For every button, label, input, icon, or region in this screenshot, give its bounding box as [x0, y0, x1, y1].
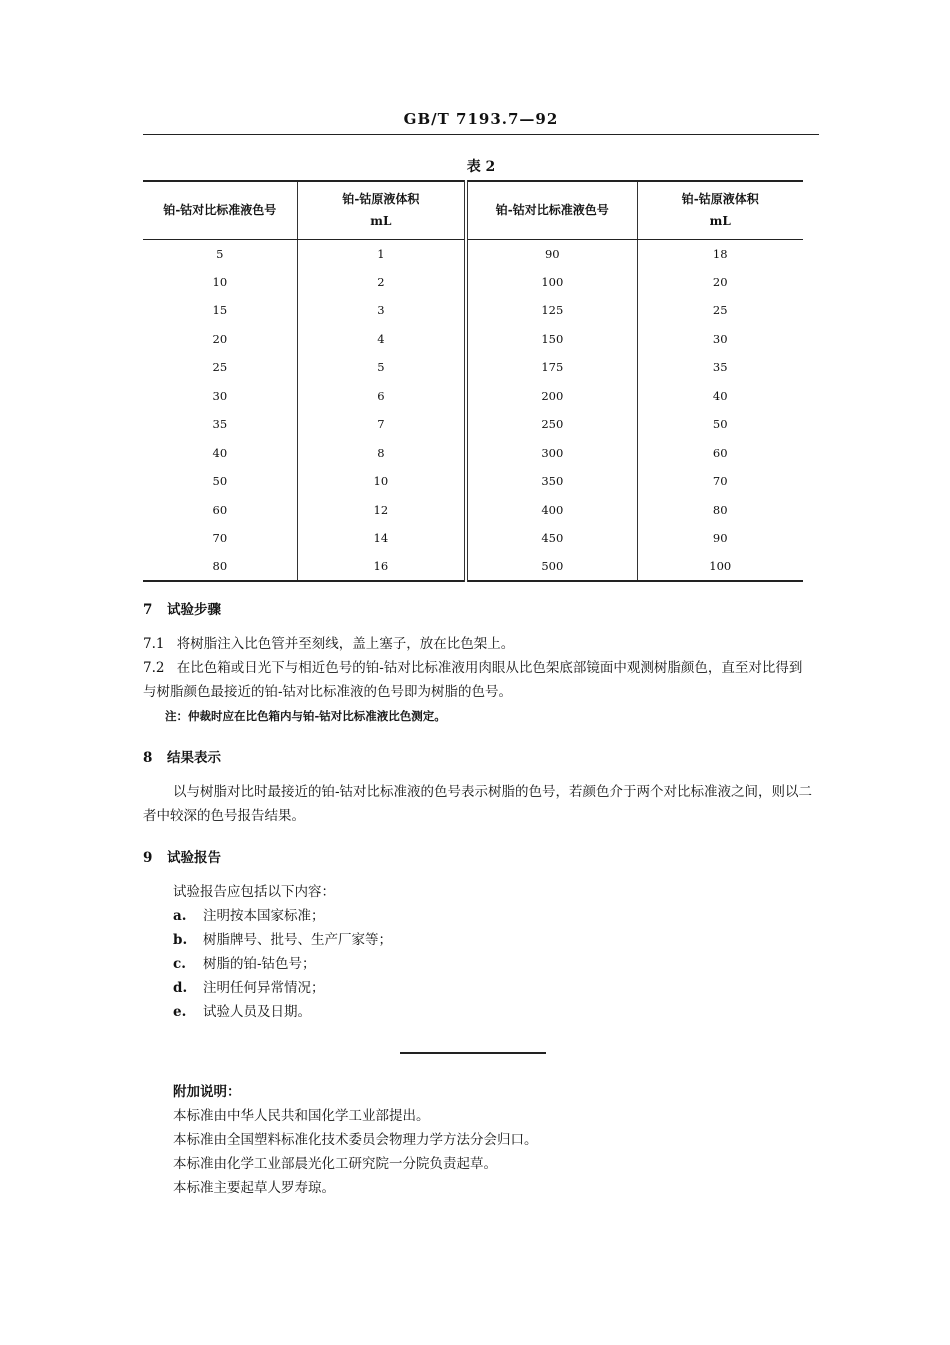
section-9-intro: 试验报告应包括以下内容： [173, 884, 335, 900]
list-item: b. 树脂牌号、批号、生产厂家等； [173, 932, 392, 948]
end-rule [400, 1052, 546, 1054]
appendix-line: 本标准由全国塑料标准化技术委员会物理力学方法分会归口。 [173, 1132, 538, 1148]
header-rule [143, 134, 819, 135]
section-9 [143, 846, 813, 1024]
section-8 [143, 746, 813, 828]
table-row: 5 1 90 18 [143, 239, 803, 268]
color-standard-table [143, 180, 803, 582]
section-7 [143, 598, 813, 728]
table-title: 表 2 [466, 159, 496, 175]
col-header-color-number-2: 铂-钴对比标准液色号 [466, 181, 637, 239]
list-item: e. 试验人员及日期。 [173, 1004, 311, 1020]
list-item: a. 注明按本国家标准； [173, 908, 325, 924]
list-item: d. 注明任何异常情况； [173, 980, 325, 996]
table-row: 25 5 175 35 [143, 353, 803, 382]
appendix-title: 附加说明： [173, 1084, 241, 1100]
standard-code-header: GB/T 7193.7—92 [403, 110, 559, 128]
table-row: 40 8 300 60 [143, 439, 803, 468]
list-item: c. 树脂的铂-钴色号； [173, 956, 316, 972]
table-row: 50 10 350 70 [143, 467, 803, 496]
section-8-heading: 8 结果表示 [143, 750, 221, 766]
table-row: 15 3 125 25 [143, 296, 803, 325]
appendix-notes [173, 1080, 813, 1200]
section-7-heading: 7 试验步骤 [143, 602, 221, 618]
table-row: 35 7 250 50 [143, 410, 803, 439]
table-header-row [143, 181, 803, 239]
clause-7-1: 7.1 将树脂注入比色管并至刻线，盖上塞子，放在比色架上。 [143, 636, 515, 652]
appendix-line: 本标准由中华人民共和国化学工业部提出。 [173, 1108, 430, 1124]
arbitration-note: 注：仲裁时应在比色箱内与铂-钴对比标准液比色测定。 [165, 709, 446, 723]
section-8-body: 以与树脂对比时最接近的铂-钴对比标准液的色号表示树脂的色号，若颜色介于两个对比标准液之间，则以二者中较深的色号报告结果。 [143, 784, 813, 824]
appendix-line: 本标准由化学工业部晨光化工研究院一分院负责起草。 [173, 1156, 497, 1172]
table-row: 20 4 150 30 [143, 325, 803, 354]
col-header-color-number-1: 铂-钴对比标准液色号 [143, 181, 297, 239]
col-header-volume-1: 铂-钴原液体积 mL [297, 181, 466, 239]
table-row: 80 16 500 100 [143, 553, 803, 582]
table-row: 10 2 100 20 [143, 268, 803, 297]
table-row: 30 6 200 40 [143, 382, 803, 411]
clause-7-2: 7.2 在比色箱或日光下与相近色号的铂-钴对比标准液用肉眼从比色架底部镜面中观测树脂颜色，直至对比得到与树脂颜色最接近的铂-钴对比标准液的色号即为树脂的色号。 [143, 660, 803, 700]
section-9-heading: 9 试验报告 [143, 850, 221, 866]
appendix-line: 本标准主要起草人罗寿琼。 [173, 1180, 335, 1196]
col-header-volume-2: 铂-钴原液体积 mL [637, 181, 803, 239]
table-row: 70 14 450 90 [143, 524, 803, 553]
table-row: 60 12 400 80 [143, 496, 803, 525]
